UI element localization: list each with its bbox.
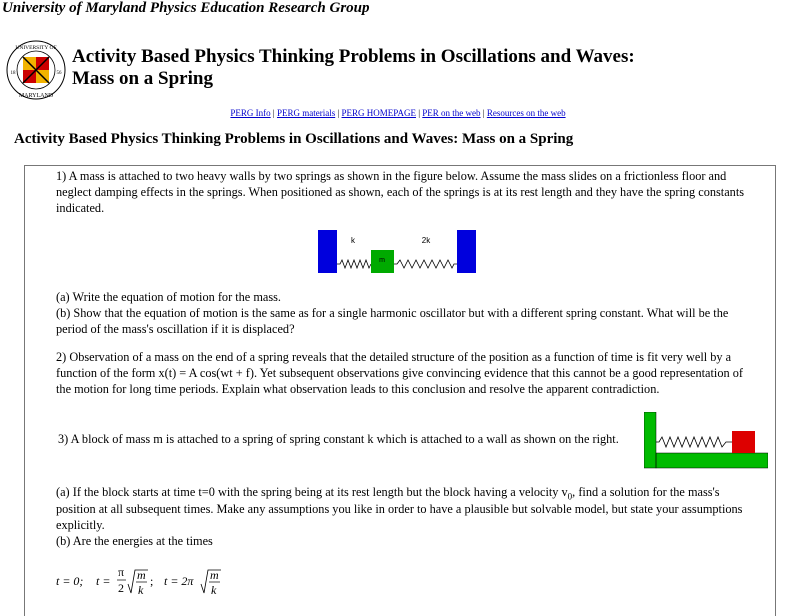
nav-separator: | bbox=[272, 108, 275, 118]
group-title: University of Maryland Physics Education Research Group bbox=[2, 0, 370, 16]
problem2-line2: function of the form x(t) = A cos(wt + f). Yet subsequent observations give convincing evidence that this cannot be a good representation of bbox=[56, 366, 743, 380]
seal-year-right: 56 bbox=[56, 71, 62, 76]
page-title bbox=[72, 46, 635, 90]
right-wall bbox=[457, 230, 476, 273]
spring-label-k: k bbox=[351, 236, 355, 245]
problem3-part-a-line1: (a) If the block starts at time t=0 with the spring being at its rest length but the block having a velocity $v_0$, find a solution for the mass's bbox=[56, 485, 720, 502]
block-spring-figure bbox=[644, 412, 768, 469]
math-k: k bbox=[138, 583, 144, 597]
nav-separator: | bbox=[337, 108, 340, 118]
math-pi: π bbox=[118, 565, 125, 579]
block bbox=[732, 431, 755, 453]
problem3-part-a-line3: explicitly. bbox=[56, 518, 105, 532]
floor bbox=[656, 453, 768, 468]
math-two: 2 bbox=[118, 581, 124, 595]
mass-label-m: m bbox=[379, 257, 385, 264]
two-spring-figure bbox=[318, 230, 476, 274]
nav-link-perg-info[interactable]: PERG Info bbox=[230, 108, 271, 118]
spring-label-2k: 2k bbox=[421, 236, 431, 245]
page-title-line1: Activity Based Physics Thinking Problems in Oscillations and Waves: bbox=[72, 46, 635, 67]
problem1-intro-line2: neglect damping effects in the springs. When positioned as shown, each of the springs is at its rest length and they have the spring constants bbox=[56, 185, 745, 199]
university-seal-logo bbox=[6, 40, 66, 100]
problem1-part-b-line1: (b) Show that the equation of motion is the same as for a single harmonic oscillator but with a different spring constant. What will be the bbox=[56, 306, 729, 320]
wall bbox=[644, 412, 656, 468]
problem3-part-a-line2: position at all subsequent times. Make any assumptions you like in order to have a plausible but solvable model, but state your assumptions bbox=[56, 502, 743, 516]
seal-year-left: 18 bbox=[10, 71, 16, 76]
svg-text:;: ; bbox=[150, 574, 154, 588]
math-m-2: m bbox=[210, 568, 219, 582]
spring bbox=[656, 437, 732, 447]
left-wall bbox=[318, 230, 337, 273]
problem3-intro: 3) A block of mass m is attached to a spring of spring constant k which is attached to a wall as shown on the right. bbox=[58, 432, 619, 446]
problem2-line3: the motion for long time periods. Explain what observation leads to this conclusion and resolve the apparent contradiction. bbox=[56, 382, 660, 396]
right-spring bbox=[394, 260, 457, 268]
math-t-2pi: t = 2π bbox=[164, 574, 194, 588]
seal-bottom-text: MARYLAND bbox=[18, 93, 54, 99]
nav-separator: | bbox=[418, 108, 421, 118]
nav-link-resources[interactable]: Resources on the web bbox=[486, 108, 566, 118]
page-title-line2: Mass on a Spring bbox=[72, 68, 213, 89]
problem1-intro-line1: 1) A mass is attached to two heavy walls by two springs as shown in the figure below. Assume the mass slides on a frictionless floor and bbox=[56, 169, 727, 183]
nav-link-perg-homepage[interactable]: PERG HOMEPAGE bbox=[341, 108, 416, 118]
problem1-intro-line3: indicated. bbox=[56, 201, 105, 215]
problem2-line1: 2) Observation of a mass on the end of a spring reveals that the detailed structure of the position as a function of time is fit very well by a bbox=[56, 350, 732, 364]
nav-links bbox=[0, 108, 796, 118]
nav-separator: | bbox=[482, 108, 485, 118]
math-m: m bbox=[137, 568, 146, 582]
nav-link-perg-materials[interactable]: PERG materials bbox=[276, 108, 336, 118]
time-values-math bbox=[56, 564, 256, 600]
problem1-part-b-line2: period of the mass's oscillation if it is displaced? bbox=[56, 322, 295, 336]
nav-link-per-on-web[interactable]: PER on the web bbox=[422, 108, 481, 118]
math-t0: t = 0; bbox=[56, 574, 84, 588]
problem1-part-a: (a) Write the equation of motion for the mass. bbox=[56, 290, 282, 304]
math-t-equals: t = bbox=[96, 574, 111, 588]
seal-top-text: UNIVERSITY OF bbox=[15, 45, 57, 51]
section-heading: Activity Based Physics Thinking Problems in Oscillations and Waves: Mass on a Spring bbox=[14, 131, 574, 147]
math-k-2: k bbox=[211, 583, 217, 597]
problem3-part-b: (b) Are the energies at the times bbox=[56, 534, 213, 548]
left-spring bbox=[337, 260, 371, 268]
